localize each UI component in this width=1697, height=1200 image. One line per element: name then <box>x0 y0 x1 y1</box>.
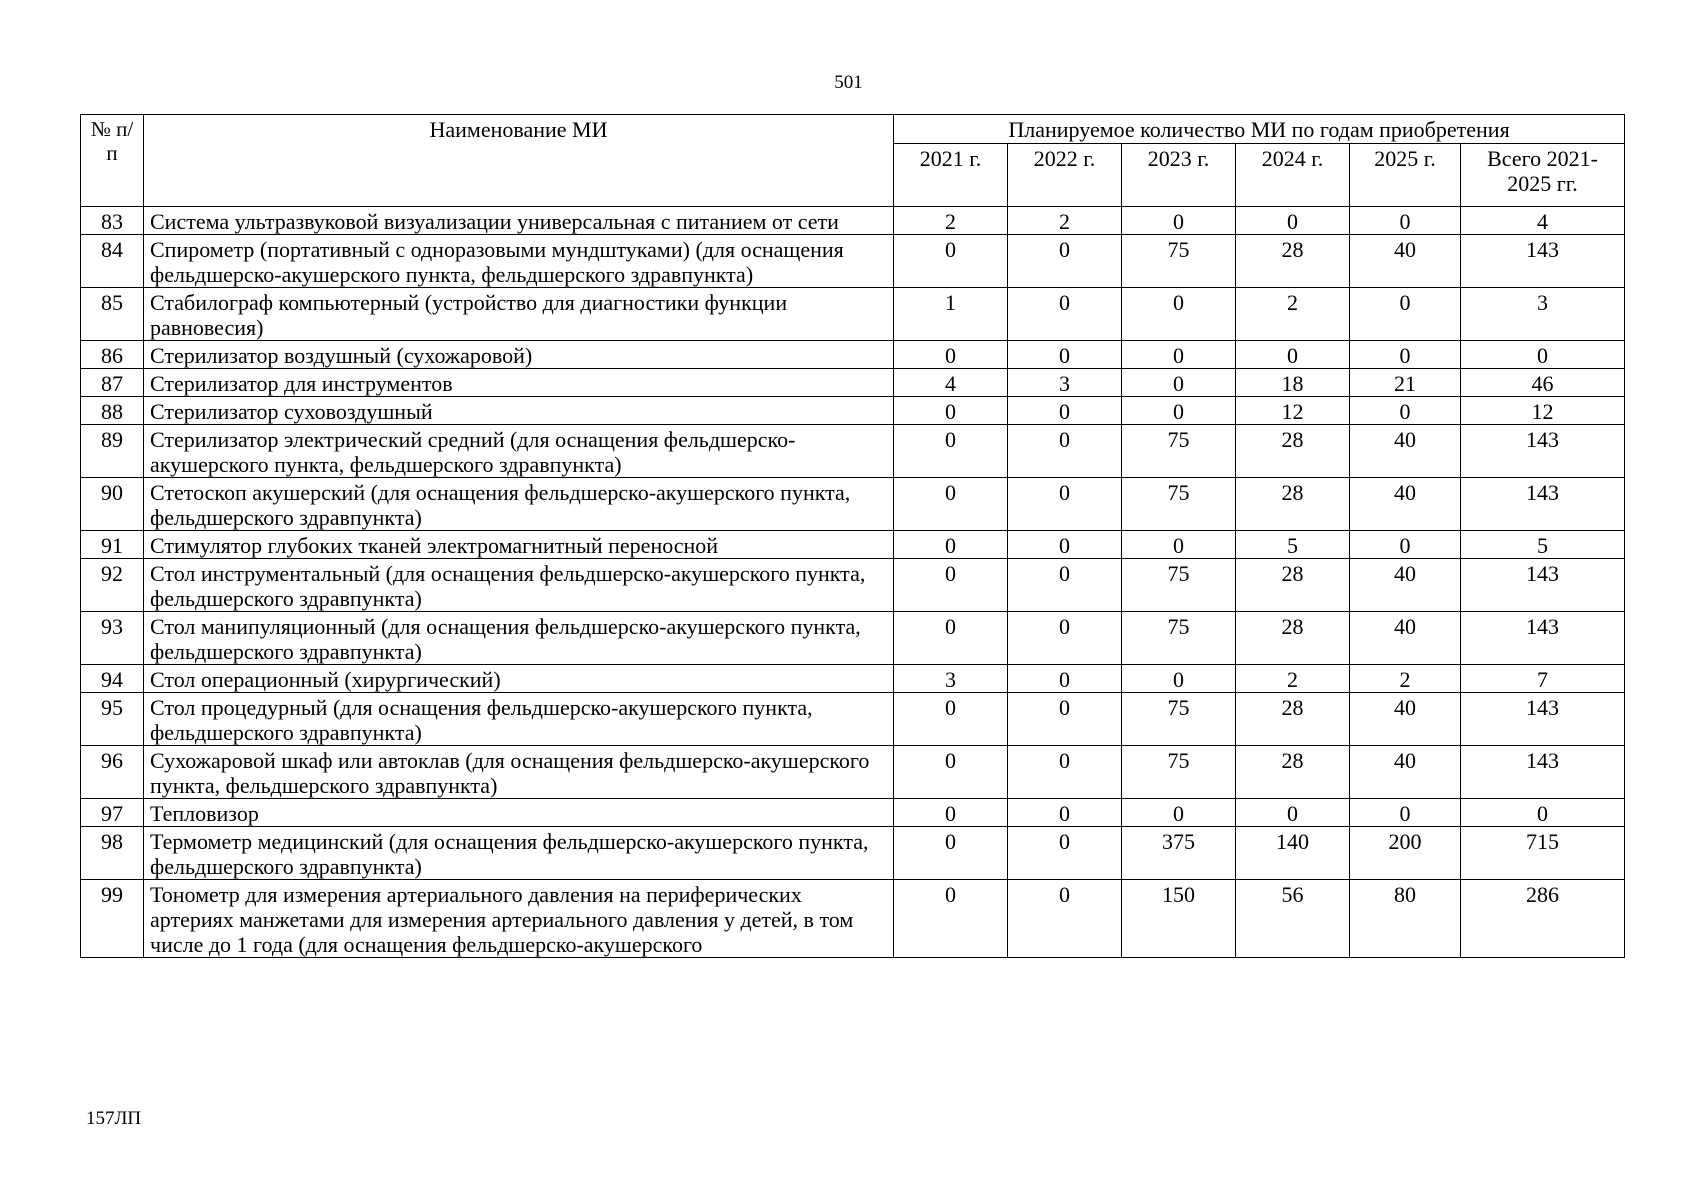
row-number: 96 <box>81 746 144 799</box>
qty-2021: 0 <box>894 531 1008 559</box>
device-name: Спирометр (портативный с одноразовыми мундштуками) (для оснащения фельдшерско-акушерского пункта, фельдшерского здравпункта) <box>144 235 894 288</box>
qty-total: 143 <box>1461 559 1625 612</box>
qty-2021: 0 <box>894 612 1008 665</box>
qty-2021: 0 <box>894 693 1008 746</box>
qty-2021: 2 <box>894 207 1008 235</box>
qty-2021: 0 <box>894 478 1008 531</box>
header-name: Наименование МИ <box>144 115 894 207</box>
qty-2025: 40 <box>1350 478 1461 531</box>
table-row <box>81 693 1625 746</box>
qty-2025: 40 <box>1350 693 1461 746</box>
qty-2024: 0 <box>1236 207 1350 235</box>
qty-2024: 56 <box>1236 880 1350 958</box>
qty-2025: 40 <box>1350 612 1461 665</box>
header-year-2023: 2023 г. <box>1122 144 1236 207</box>
qty-total: 143 <box>1461 693 1625 746</box>
qty-2024: 28 <box>1236 559 1350 612</box>
qty-2024: 28 <box>1236 478 1350 531</box>
qty-total: 4 <box>1461 207 1625 235</box>
qty-2025: 40 <box>1350 235 1461 288</box>
device-name: Стабилограф компьютерный (устройство для диагностики функции равновесия) <box>144 288 894 341</box>
table-row <box>81 746 1625 799</box>
device-name: Тепловизор <box>144 799 894 827</box>
device-name: Стерилизатор суховоздушный <box>144 397 894 425</box>
table-row <box>81 612 1625 665</box>
qty-2021: 3 <box>894 665 1008 693</box>
row-number: 94 <box>81 665 144 693</box>
device-name: Тонометр для измерения артериального давления на периферических артериях манжетами для измерения артериального давления у детей, в том числе до 1 года (для оснащения фельдшерско-акушерского <box>144 880 894 958</box>
qty-2023: 75 <box>1122 746 1236 799</box>
row-number: 98 <box>81 827 144 880</box>
qty-2023: 0 <box>1122 207 1236 235</box>
qty-2021: 0 <box>894 235 1008 288</box>
qty-2023: 75 <box>1122 235 1236 288</box>
qty-2022: 0 <box>1008 693 1122 746</box>
qty-2023: 0 <box>1122 397 1236 425</box>
header-year-2021: 2021 г. <box>894 144 1008 207</box>
header-row-top <box>81 115 1625 144</box>
qty-2025: 40 <box>1350 425 1461 478</box>
qty-2023: 75 <box>1122 693 1236 746</box>
qty-total: 143 <box>1461 235 1625 288</box>
header-num: № п/п <box>81 115 144 207</box>
qty-2021: 0 <box>894 559 1008 612</box>
qty-2022: 0 <box>1008 665 1122 693</box>
qty-2023: 0 <box>1122 665 1236 693</box>
qty-total: 46 <box>1461 369 1625 397</box>
device-name: Стол инструментальный (для оснащения фельдшерско-акушерского пункта, фельдшерского здравпункта) <box>144 559 894 612</box>
table-row <box>81 425 1625 478</box>
qty-2024: 28 <box>1236 693 1350 746</box>
qty-total: 143 <box>1461 612 1625 665</box>
row-number: 89 <box>81 425 144 478</box>
qty-2025: 0 <box>1350 397 1461 425</box>
table-row <box>81 207 1625 235</box>
qty-2021: 0 <box>894 746 1008 799</box>
qty-2022: 3 <box>1008 369 1122 397</box>
table-row <box>81 341 1625 369</box>
qty-2023: 0 <box>1122 531 1236 559</box>
qty-total: 5 <box>1461 531 1625 559</box>
qty-total: 7 <box>1461 665 1625 693</box>
qty-2023: 75 <box>1122 612 1236 665</box>
qty-2021: 0 <box>894 425 1008 478</box>
header-total: Всего 2021-2025 гг. <box>1461 144 1625 207</box>
row-number: 99 <box>81 880 144 958</box>
table-row <box>81 478 1625 531</box>
table-row <box>81 288 1625 341</box>
device-name: Стол операционный (хирургический) <box>144 665 894 693</box>
qty-total: 143 <box>1461 478 1625 531</box>
table-row <box>81 799 1625 827</box>
qty-2025: 0 <box>1350 207 1461 235</box>
qty-2021: 0 <box>894 341 1008 369</box>
qty-2024: 28 <box>1236 235 1350 288</box>
page-number: 501 <box>834 72 863 93</box>
qty-2024: 140 <box>1236 827 1350 880</box>
device-name: Стерилизатор электрический средний (для оснащения фельдшерско-акушерского пункта, фельдшерского здравпункта) <box>144 425 894 478</box>
qty-2022: 0 <box>1008 880 1122 958</box>
qty-2024: 28 <box>1236 746 1350 799</box>
row-number: 87 <box>81 369 144 397</box>
table-row <box>81 369 1625 397</box>
qty-2025: 2 <box>1350 665 1461 693</box>
qty-2025: 200 <box>1350 827 1461 880</box>
qty-2021: 4 <box>894 369 1008 397</box>
table-row <box>81 531 1625 559</box>
qty-2023: 150 <box>1122 880 1236 958</box>
device-name: Стетоскоп акушерский (для оснащения фельдшерско-акушерского пункта, фельдшерского здравпункта) <box>144 478 894 531</box>
qty-2024: 18 <box>1236 369 1350 397</box>
qty-2022: 0 <box>1008 425 1122 478</box>
row-number: 84 <box>81 235 144 288</box>
qty-total: 286 <box>1461 880 1625 958</box>
device-name: Стимулятор глубоких тканей электромагнитный переносной <box>144 531 894 559</box>
qty-2025: 0 <box>1350 288 1461 341</box>
qty-2025: 40 <box>1350 746 1461 799</box>
qty-total: 0 <box>1461 799 1625 827</box>
qty-total: 143 <box>1461 425 1625 478</box>
device-name: Стерилизатор воздушный (сухожаровой) <box>144 341 894 369</box>
row-number: 85 <box>81 288 144 341</box>
table-row <box>81 235 1625 288</box>
row-number: 92 <box>81 559 144 612</box>
qty-2023: 75 <box>1122 559 1236 612</box>
row-number: 91 <box>81 531 144 559</box>
row-number: 83 <box>81 207 144 235</box>
header-year-2022: 2022 г. <box>1008 144 1122 207</box>
qty-2022: 0 <box>1008 612 1122 665</box>
qty-total: 715 <box>1461 827 1625 880</box>
qty-2022: 0 <box>1008 397 1122 425</box>
qty-2021: 0 <box>894 827 1008 880</box>
qty-2022: 0 <box>1008 478 1122 531</box>
qty-2022: 0 <box>1008 531 1122 559</box>
qty-total: 143 <box>1461 746 1625 799</box>
qty-2023: 0 <box>1122 341 1236 369</box>
qty-2021: 0 <box>894 799 1008 827</box>
qty-2025: 0 <box>1350 799 1461 827</box>
qty-2022: 0 <box>1008 288 1122 341</box>
qty-2022: 2 <box>1008 207 1122 235</box>
table-row <box>81 559 1625 612</box>
qty-total: 0 <box>1461 341 1625 369</box>
row-number: 90 <box>81 478 144 531</box>
qty-2022: 0 <box>1008 235 1122 288</box>
qty-2022: 0 <box>1008 827 1122 880</box>
qty-2023: 0 <box>1122 288 1236 341</box>
row-number: 88 <box>81 397 144 425</box>
row-number: 95 <box>81 693 144 746</box>
table-row <box>81 397 1625 425</box>
table-row <box>81 665 1625 693</box>
device-name: Система ультразвуковой визуализации универсальная с питанием от сети <box>144 207 894 235</box>
qty-2022: 0 <box>1008 559 1122 612</box>
qty-2025: 0 <box>1350 341 1461 369</box>
qty-2022: 0 <box>1008 799 1122 827</box>
qty-2025: 21 <box>1350 369 1461 397</box>
row-number: 86 <box>81 341 144 369</box>
qty-2022: 0 <box>1008 746 1122 799</box>
qty-2021: 0 <box>894 880 1008 958</box>
qty-2024: 2 <box>1236 665 1350 693</box>
header-planned-quantity: Планируемое количество МИ по годам приобретения <box>894 115 1625 144</box>
device-name: Сухожаровой шкаф или автоклав (для оснащения фельдшерско-акушерского пункта, фельдшерского здравпункта) <box>144 746 894 799</box>
qty-2024: 0 <box>1236 799 1350 827</box>
qty-2023: 75 <box>1122 478 1236 531</box>
header-year-2025: 2025 г. <box>1350 144 1461 207</box>
device-name: Стерилизатор для инструментов <box>144 369 894 397</box>
qty-2021: 0 <box>894 397 1008 425</box>
table-row <box>81 827 1625 880</box>
qty-2023: 75 <box>1122 425 1236 478</box>
qty-total: 12 <box>1461 397 1625 425</box>
qty-2021: 1 <box>894 288 1008 341</box>
qty-2023: 0 <box>1122 799 1236 827</box>
qty-2024: 28 <box>1236 425 1350 478</box>
qty-2025: 0 <box>1350 531 1461 559</box>
qty-2025: 40 <box>1350 559 1461 612</box>
header-year-2024: 2024 г. <box>1236 144 1350 207</box>
qty-2024: 28 <box>1236 612 1350 665</box>
row-number: 93 <box>81 612 144 665</box>
document-code: 157ЛП <box>86 1108 142 1129</box>
medical-devices-table <box>80 114 1625 958</box>
table-body <box>81 207 1625 958</box>
row-number: 97 <box>81 799 144 827</box>
table-row <box>81 880 1625 958</box>
qty-2024: 12 <box>1236 397 1350 425</box>
device-name: Термометр медицинский (для оснащения фельдшерско-акушерского пункта, фельдшерского здравпункта) <box>144 827 894 880</box>
qty-2023: 375 <box>1122 827 1236 880</box>
qty-2024: 2 <box>1236 288 1350 341</box>
qty-2025: 80 <box>1350 880 1461 958</box>
device-name: Стол процедурный (для оснащения фельдшерско-акушерского пункта, фельдшерского здравпункта) <box>144 693 894 746</box>
qty-total: 3 <box>1461 288 1625 341</box>
qty-2022: 0 <box>1008 341 1122 369</box>
qty-2023: 0 <box>1122 369 1236 397</box>
device-name: Стол манипуляционный (для оснащения фельдшерско-акушерского пункта, фельдшерского здравпункта) <box>144 612 894 665</box>
qty-2024: 5 <box>1236 531 1350 559</box>
qty-2024: 0 <box>1236 341 1350 369</box>
